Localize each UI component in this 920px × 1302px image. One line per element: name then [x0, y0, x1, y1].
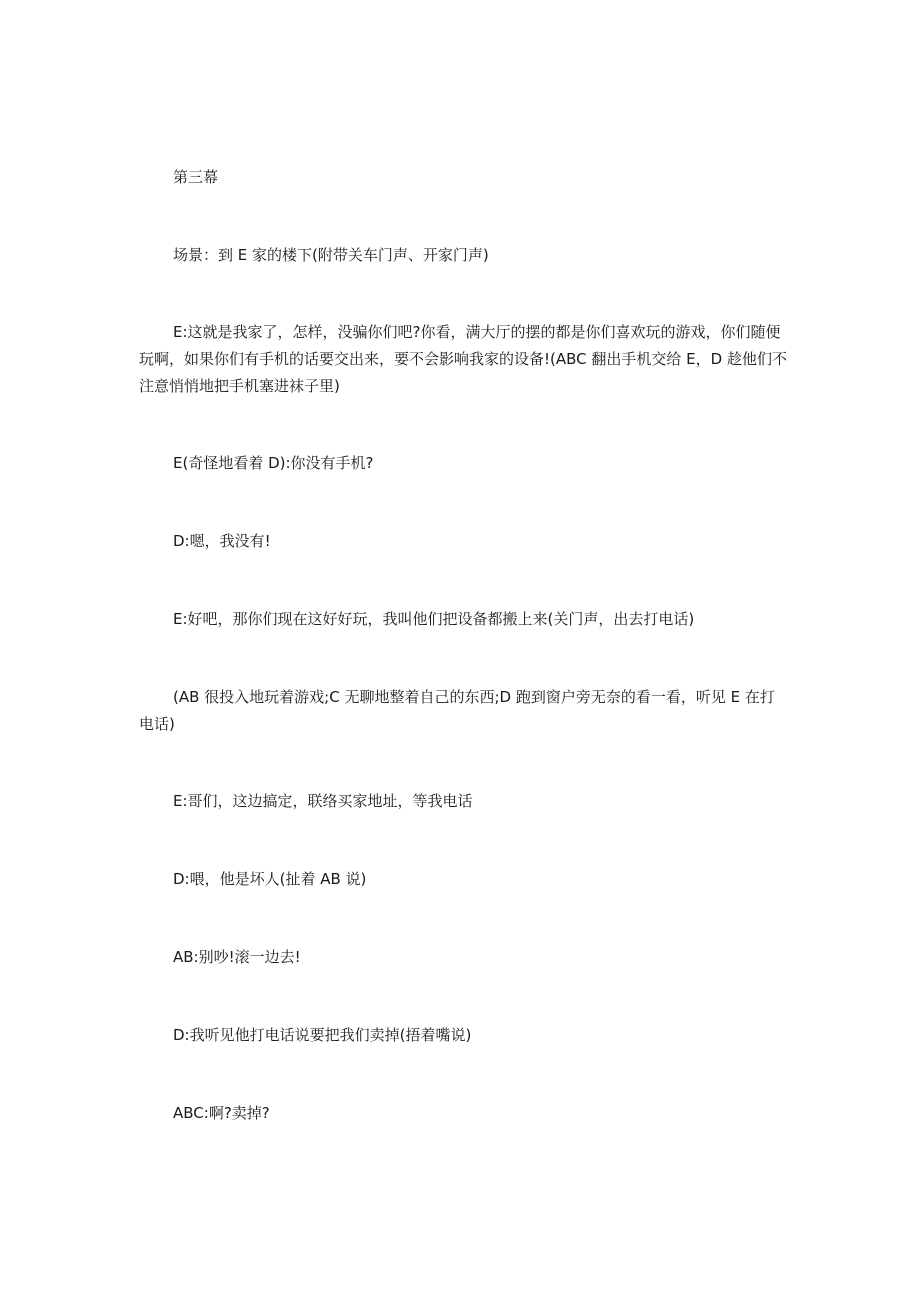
dialogue-paragraph: D:嗯，我没有! [173, 532, 271, 550]
dialogue-paragraph: E:好吧，那你们现在这好好玩，我叫他们把设备都搬上来(关门声，出去打电话) [173, 610, 695, 628]
dialogue-paragraph: D:我听见他打电话说要把我们卖掉(捂着嘴说) [173, 1026, 472, 1044]
dialogue-paragraph: E:这就是我家了，怎样，没骗你们吧?你看，满大厅的摆的都是你们喜欢玩的游戏，你们随便玩啊，如果你们有手机的话要交出来，要不会影响我家的设备!(ABC 翻出手机交给 E，D 趁他们不注意悄悄地把手机塞进袜子里) [139, 323, 787, 395]
dialogue-paragraph: D:喂，他是坏人(扯着 AB 说) [173, 870, 367, 888]
dialogue-paragraph: ABC:啊?卖掉? [173, 1104, 270, 1122]
act-heading: 第三幕 [173, 168, 219, 186]
dialogue-paragraph: AB:别吵!滚一边去! [173, 948, 301, 966]
dialogue-paragraph: E:哥们，这边搞定，联络买家地址，等我电话 [173, 792, 473, 810]
stage-direction: (AB 很投入地玩着游戏;C 无聊地整着自己的东西;D 跑到窗户旁无奈的看一看，听见 E 在打电话) [139, 688, 775, 733]
dialogue-paragraph: E(奇怪地看着 D):你没有手机? [173, 454, 374, 472]
scene-description: 场景：到 E 家的楼下(附带关车门声、开家门声) [173, 246, 489, 264]
